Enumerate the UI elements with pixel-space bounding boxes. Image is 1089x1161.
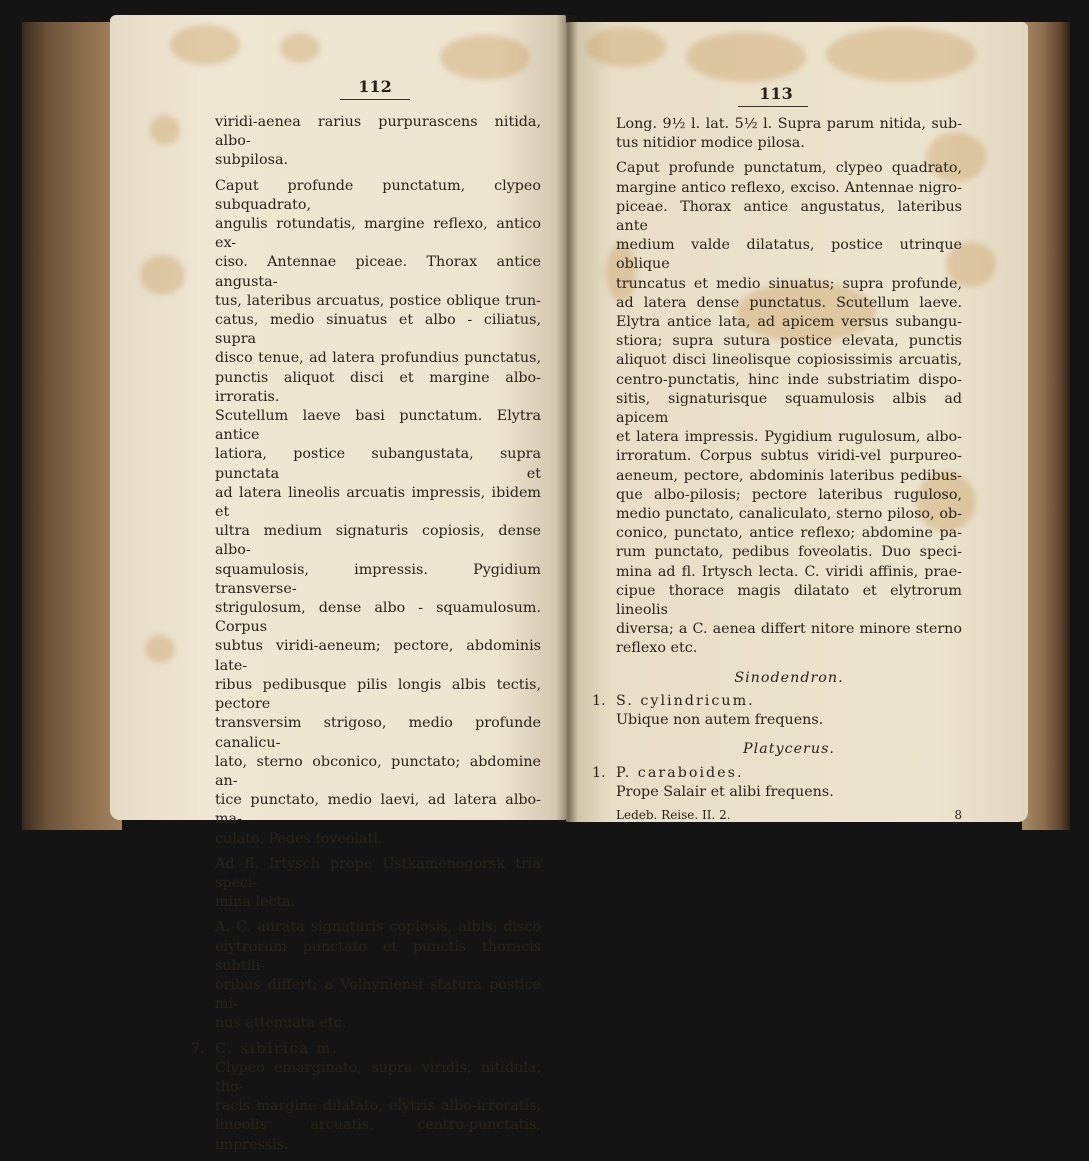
text-line: viridi-aenea rarius purpurascens nitida, albo-	[215, 114, 541, 150]
text-line: sitis, signaturisque squamulosis albis ad apicem	[616, 390, 962, 427]
entry-number: 1.	[592, 692, 606, 709]
text-line: subpilosa.	[215, 152, 289, 169]
text-line: mina ad fl. Irtysch lecta. C. viridi affinis, prae-	[616, 563, 962, 580]
text-line: transversim strigoso, medio profunde canalicu-	[215, 715, 541, 751]
left-page	[110, 15, 566, 1153]
text-line: cipue thorace magis dilatato et elytrorum lineolis	[616, 582, 962, 619]
right-page-edges	[1022, 22, 1070, 830]
text-line: punctis aliquot disci et margine albo-irroratis.	[215, 369, 541, 405]
text-line: subtus viridi-aeneum; pectore, abdominis late-	[215, 638, 541, 674]
paragraph	[215, 918, 541, 1033]
text-line: Caput profunde punctatum, clypeo quadrato,	[616, 160, 962, 177]
paragraph	[215, 1059, 541, 1155]
gathering-number: 8	[954, 807, 962, 822]
text-line: mina lecta.	[215, 894, 296, 911]
text-line: ad latera lineolis arcuatis impressis, ibidem et	[215, 484, 541, 521]
text-line: strigulosum, dense albo - squamulosum. Corpus	[215, 600, 541, 636]
text-line: centro-punctatis, hinc inde substriatim dispo-	[616, 371, 962, 388]
text-line: culato. Pedes foveolati.	[215, 830, 383, 847]
text-line: tus, lateribus arcuatus, postice oblique trun-	[215, 292, 541, 309]
text-line: oribus differt; a Volhyniensi statura postice mi-	[215, 976, 541, 1013]
paragraph	[215, 855, 541, 913]
text-line: ad latera dense punctatus. Scutellum laeve.	[616, 294, 962, 311]
paragraph	[616, 115, 962, 153]
habitat-note: Prope Salair et alibi frequens.	[616, 783, 834, 800]
text-line: diversa; a C. aenea differt nitore minore sterno	[616, 621, 962, 638]
header-rule	[340, 99, 410, 100]
text-line: ribus pedibusque pilis longis albis tectis, pectore	[215, 676, 541, 713]
text-line: racis margine dilatato, elytris albo-irroratis,	[215, 1098, 541, 1115]
text-line: et latera impressis. Pygidium rugulosum, albo-	[616, 429, 962, 446]
page-number: 112	[358, 77, 392, 96]
text-line: aliquot disci lineolisque copiosissimis arcuatis,	[616, 352, 962, 369]
text-line: stiora; supra sutura postice elevata, punctis	[616, 333, 962, 350]
entry-number: 1.	[592, 764, 606, 781]
text-line: latiora, postice subangustata, supra punctata et	[215, 446, 541, 482]
text-line: aeneum, pectore, abdominis lateribus pedibus-	[616, 467, 962, 484]
header-rule	[738, 106, 808, 107]
habitat-note: Ubique non autem frequens.	[616, 712, 824, 729]
text-line: Scutellum laeve basi punctatum. Elytra antice	[215, 408, 541, 444]
text-line: margine antico reflexo, exciso. Antennae nigro-	[616, 179, 962, 196]
text-line: disco tenue, ad latera profundius punctatus,	[215, 350, 541, 367]
text-line: truncatus et medio sinuatus; supra profunde,	[616, 275, 962, 292]
right-page	[566, 22, 1028, 822]
species-entry	[592, 764, 962, 783]
text-line: ultra medium signaturis copiosis, dense albo-	[215, 523, 541, 559]
genus-heading: Sinodendron.	[734, 669, 844, 686]
text-line: lato, sterno obconico, punctato; abdomine an-	[215, 753, 541, 789]
text-line: tus nitidior modice pilosa.	[616, 135, 805, 152]
paragraph	[215, 177, 541, 849]
text-line: catus, medio sinuatus et albo - ciliatus, supra	[215, 312, 541, 348]
text-line: squamulosis, impressis. Pygidium transverse-	[215, 561, 541, 597]
text-line: medio punctato, canaliculato, sterno piloso, ob-	[616, 506, 962, 523]
text-line: ciso. Antennae piceae. Thorax antice angusta-	[215, 254, 541, 290]
book-gutter	[556, 15, 578, 822]
genus-heading: Platycerus.	[743, 741, 835, 758]
species-name: C. sibirica m.	[215, 1040, 339, 1057]
text-line: Caput profunde punctatum, clypeo subquadrato,	[215, 177, 541, 213]
text-line: que albo-pilosis; pectore lateribus ruguloso,	[616, 486, 962, 503]
right-page-body	[592, 115, 962, 825]
species-entry	[191, 1040, 541, 1059]
text-line: Ad fl. Irtysch prope Ustkamenogorsk tria speci-	[215, 855, 541, 891]
text-line: Elytra antice lata, ad apicem versus subangu-	[616, 314, 962, 331]
signature-mark: Ledeb. Reise. II. 2.	[616, 807, 731, 822]
text-line: nus attenuata etc.	[215, 1015, 347, 1032]
page-number: 113	[759, 84, 793, 103]
paragraph	[616, 159, 962, 658]
text-line: medium valde dilatatus, postice utrinque oblique	[616, 237, 962, 273]
left-page-body	[191, 113, 541, 1161]
text-line: A. C. aurata signaturis copiosis, albis, disco	[215, 919, 541, 936]
text-line: Clypeo emarginato, supra viridis, nitidula, tho-	[215, 1059, 541, 1095]
species-name: P. caraboides.	[616, 764, 744, 781]
text-line: angulis rotundatis, margine reflexo, antico ex-	[215, 216, 541, 252]
text-line: lineolis arcuatis, centro-punctatis, impressis.	[215, 1117, 541, 1153]
text-line: tice punctato, medio laevi, ad latera albo-ma-	[215, 792, 541, 828]
text-line: reflexo etc.	[616, 640, 698, 657]
text-line: piceae. Thorax antice angustatus, lateribus ante	[616, 198, 962, 235]
text-line: elytrorum punctato et punctis thoracis subtili-	[215, 938, 541, 974]
text-line: Long. 9½ l. lat. 5½ l. Supra parum nitida, sub-	[616, 116, 962, 132]
entry-number: 7.	[191, 1040, 205, 1057]
text-line: conico, punctato, antice reflexo; abdomine pa-	[616, 525, 962, 542]
text-line: irroratum. Corpus subtus viridi-vel purpureo-	[616, 448, 962, 465]
text-line: rum punctato, pedibus foveolatis. Duo speci-	[616, 544, 962, 561]
species-name: S. cylindricum.	[616, 692, 755, 709]
left-page-edges	[22, 22, 122, 830]
paragraph	[215, 113, 541, 171]
species-entry	[592, 692, 962, 711]
page-footer	[616, 806, 962, 825]
